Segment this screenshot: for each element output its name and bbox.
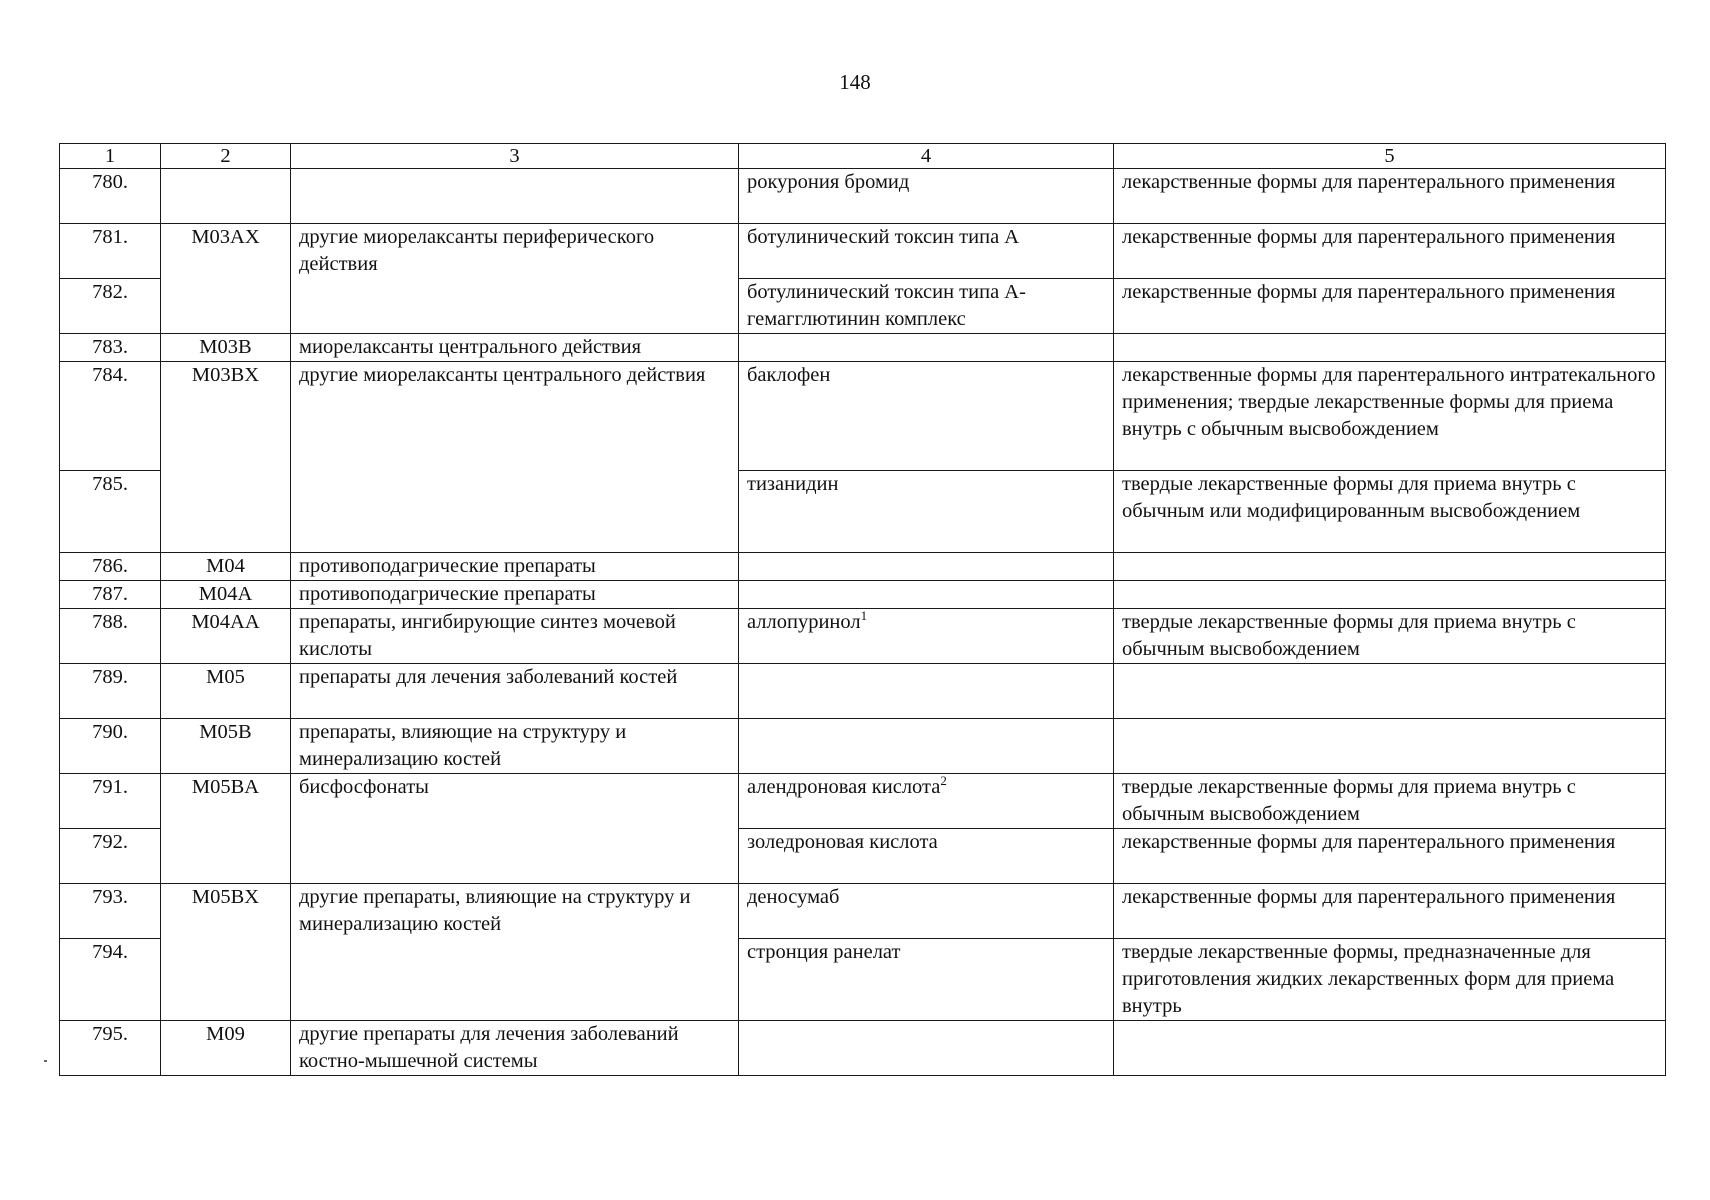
dosage-form: лекарственные формы для парентерального интратекального применения; твердые лекарственные формы для приема внутрь с обычным высвобождением — [1114, 362, 1666, 471]
column-header-2: 2 — [161, 144, 291, 169]
atc-code: M04AA — [161, 609, 291, 664]
column-header-4: 4 — [739, 144, 1114, 169]
group-name: бисфосфонаты — [291, 774, 739, 884]
atc-code: M05 — [161, 664, 291, 719]
group-name: другие миорелаксанты периферического действия — [291, 224, 739, 334]
table-row — [60, 609, 1666, 664]
group-name: препараты для лечения заболеваний костей — [291, 664, 739, 719]
drug-name — [739, 664, 1114, 719]
table-row — [60, 1021, 1666, 1076]
drug-name — [739, 719, 1114, 774]
atc-code: M05B — [161, 719, 291, 774]
row-number: 785. — [60, 471, 161, 553]
group-name: другие препараты, влияющие на структуру и минерализацию костей — [291, 884, 739, 1021]
atc-code: M04 — [161, 553, 291, 581]
atc-code: M05BX — [161, 884, 291, 1021]
group-name: противоподагрические препараты — [291, 553, 739, 581]
atc-code: M03AX — [161, 224, 291, 334]
table-row — [60, 553, 1666, 581]
drug-list-table — [59, 143, 1666, 1076]
column-header-5: 5 — [1114, 144, 1666, 169]
row-number: 795. — [60, 1021, 161, 1076]
row-number: 789. — [60, 664, 161, 719]
drug-name — [739, 609, 1114, 664]
drug-name-text: аллопуринол — [747, 611, 861, 633]
dosage-form — [1114, 581, 1666, 609]
atc-code: M04A — [161, 581, 291, 609]
drug-name: баклофен — [739, 362, 1114, 471]
drug-name — [739, 774, 1114, 829]
column-header-1: 1 — [60, 144, 161, 169]
drug-name: ботулинический токсин типа А-гемагглютинин комплекс — [739, 279, 1114, 334]
table-row — [60, 169, 1666, 224]
atc-code: M05BA — [161, 774, 291, 884]
dosage-form: твердые лекарственные формы для приема внутрь с обычным высвобождением — [1114, 609, 1666, 664]
row-number: 788. — [60, 609, 161, 664]
group-name: противоподагрические препараты — [291, 581, 739, 609]
group-name: другие миорелаксанты центрального действия — [291, 362, 739, 553]
row-number: 794. — [60, 939, 161, 1021]
dosage-form — [1114, 719, 1666, 774]
drug-name — [739, 334, 1114, 362]
row-number: 783. — [60, 334, 161, 362]
atc-code: M03BX — [161, 362, 291, 553]
table-row — [60, 664, 1666, 719]
row-number: 792. — [60, 829, 161, 884]
dosage-form — [1114, 553, 1666, 581]
row-number: 791. — [60, 774, 161, 829]
group-name — [291, 169, 739, 224]
dosage-form — [1114, 664, 1666, 719]
drug-name — [739, 1021, 1114, 1076]
scan-speck — [44, 1060, 47, 1062]
dosage-form: твердые лекарственные формы для приема внутрь с обычным или модифицированным высвобождением — [1114, 471, 1666, 553]
footnote-mark: 2 — [940, 773, 947, 789]
row-number: 793. — [60, 884, 161, 939]
dosage-form: твердые лекарственные формы для приема внутрь с обычным высвобождением — [1114, 774, 1666, 829]
row-number: 780. — [60, 169, 161, 224]
drug-name — [739, 581, 1114, 609]
group-name: препараты, ингибирующие синтез мочевой кислоты — [291, 609, 739, 664]
dosage-form: твердые лекарственные формы, предназначенные для приготовления жидких лекарственных форм для приема внутрь — [1114, 939, 1666, 1021]
row-number: 781. — [60, 224, 161, 279]
drug-name: стронция ранелат — [739, 939, 1114, 1021]
table-row — [60, 719, 1666, 774]
table-row — [60, 362, 1666, 471]
drug-name-text: алендроновая кислота — [747, 776, 941, 798]
table-row — [60, 884, 1666, 939]
dosage-form: лекарственные формы для парентерального применения — [1114, 169, 1666, 224]
drug-name: тизанидин — [739, 471, 1114, 553]
row-number: 786. — [60, 553, 161, 581]
drug-name: деносумаб — [739, 884, 1114, 939]
drug-name: рокурония бромид — [739, 169, 1114, 224]
atc-code: M03B — [161, 334, 291, 362]
table-row — [60, 774, 1666, 829]
page-number: 148 — [839, 70, 871, 94]
dosage-form: лекарственные формы для парентерального применения — [1114, 829, 1666, 884]
group-name: другие препараты для лечения заболеваний костно-мышечной системы — [291, 1021, 739, 1076]
group-name: миорелаксанты центрального действия — [291, 334, 739, 362]
dosage-form — [1114, 1021, 1666, 1076]
dosage-form — [1114, 334, 1666, 362]
row-number: 782. — [60, 279, 161, 334]
table-row — [60, 334, 1666, 362]
drug-name: ботулинический токсин типа А — [739, 224, 1114, 279]
row-number: 790. — [60, 719, 161, 774]
row-number: 787. — [60, 581, 161, 609]
footnote-mark: 1 — [860, 608, 868, 624]
table-header-row — [60, 144, 1666, 169]
group-name: препараты, влияющие на структуру и минерализацию костей — [291, 719, 739, 774]
dosage-form: лекарственные формы для парентерального применения — [1114, 884, 1666, 939]
drug-name: золедроновая кислота — [739, 829, 1114, 884]
atc-code: M09 — [161, 1021, 291, 1076]
dosage-form: лекарственные формы для парентерального применения — [1114, 279, 1666, 334]
atc-code — [161, 169, 291, 224]
dosage-form: лекарственные формы для парентерального применения — [1114, 224, 1666, 279]
row-number: 784. — [60, 362, 161, 471]
column-header-3: 3 — [291, 144, 739, 169]
table-row — [60, 581, 1666, 609]
drug-name — [739, 553, 1114, 581]
table-row — [60, 224, 1666, 279]
